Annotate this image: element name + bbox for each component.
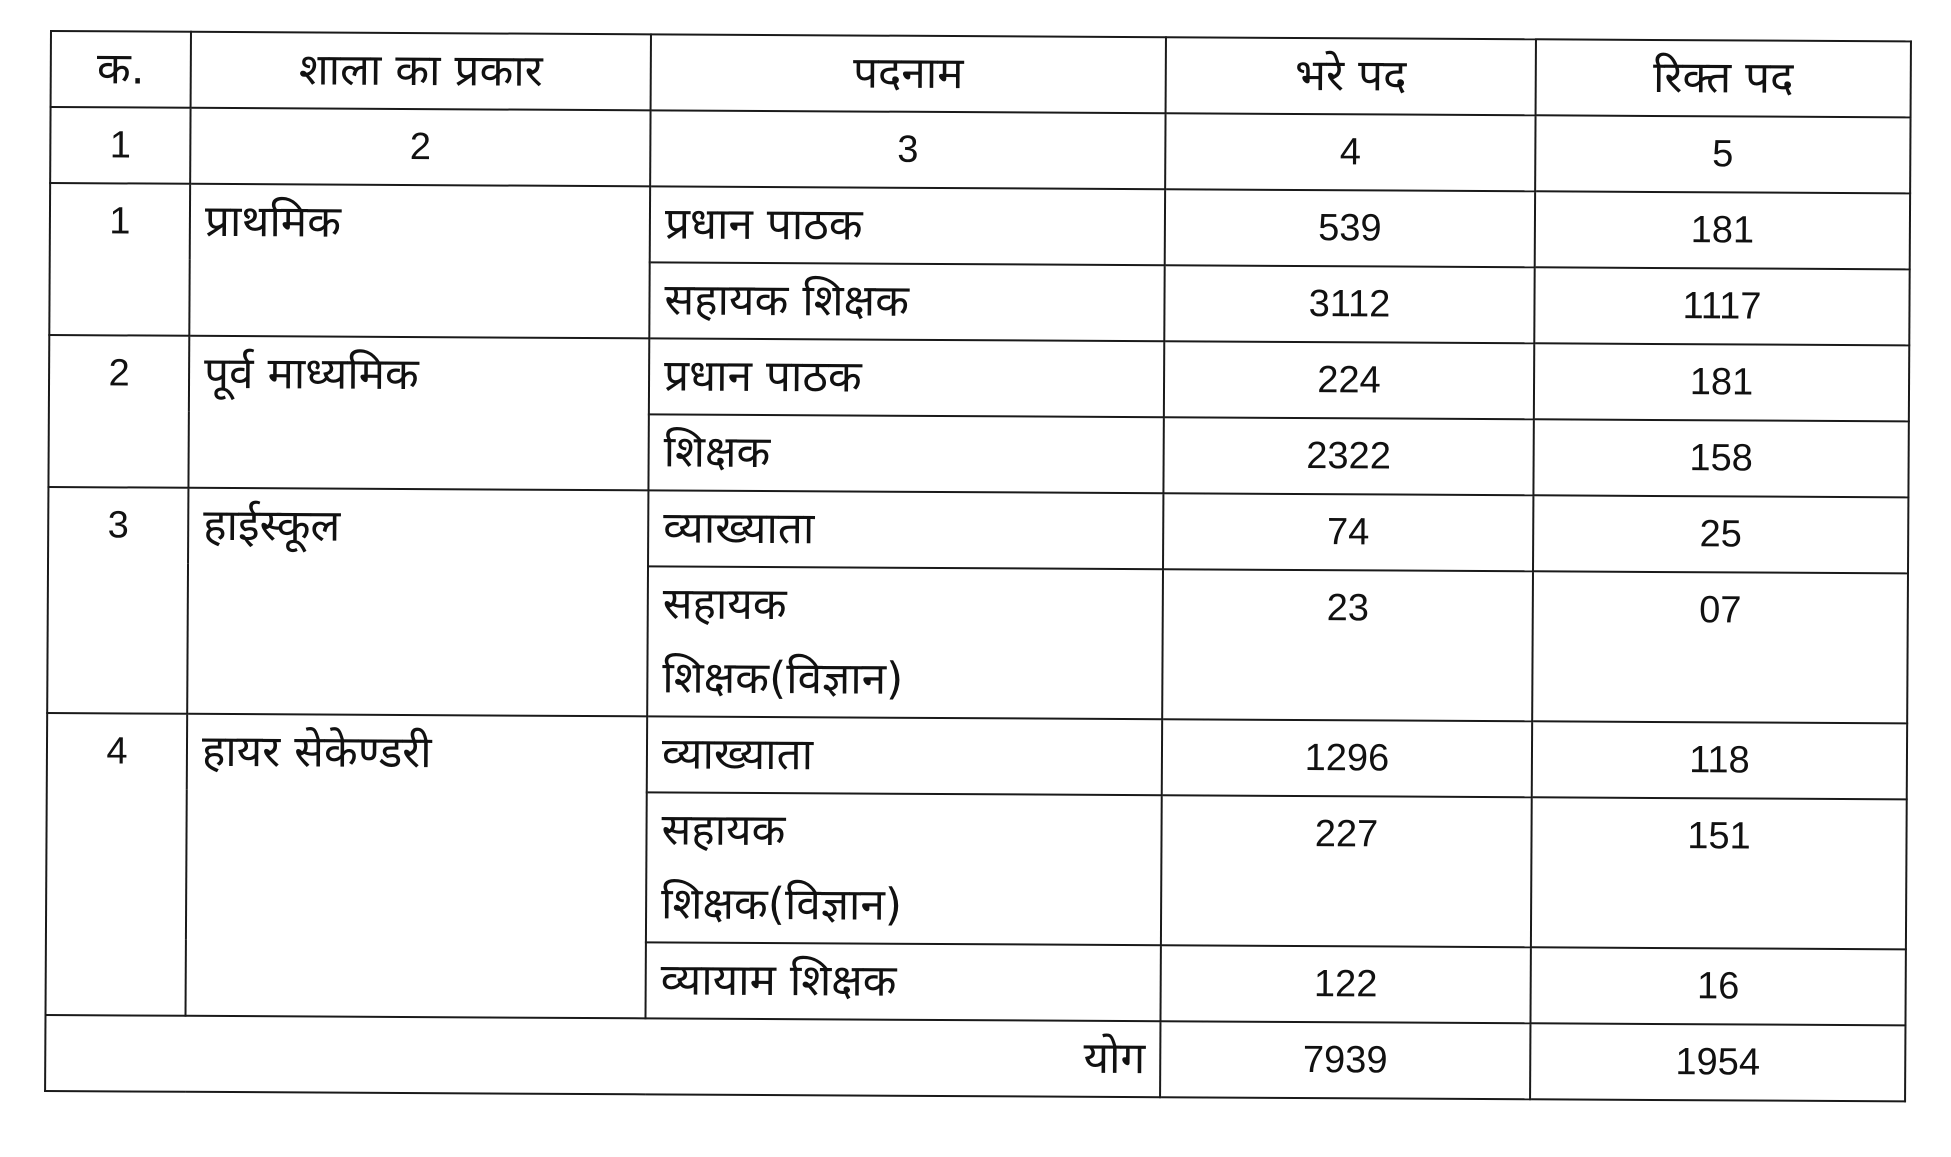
filled-posts: 1296 — [1162, 719, 1532, 797]
filled-posts: 227 — [1161, 795, 1532, 947]
total-vacant-posts: 1954 — [1530, 1023, 1905, 1101]
total-filled-posts: 7939 — [1160, 1021, 1530, 1099]
vacant-posts: 1117 — [1534, 267, 1909, 345]
vacant-posts: 181 — [1534, 343, 1909, 421]
vacant-posts: 07 — [1532, 571, 1908, 723]
filled-posts: 224 — [1164, 341, 1534, 419]
filled-posts: 539 — [1165, 189, 1535, 267]
column-number: 3 — [650, 110, 1165, 189]
table-row — [48, 487, 1908, 573]
serial-number: 2 — [48, 335, 189, 488]
school-type: प्राथमिक — [189, 184, 650, 339]
posts-table — [44, 30, 1912, 1102]
designation-line-1: सहायक — [662, 578, 787, 631]
header-school-type: शाला का प्रकार — [191, 32, 651, 111]
school-type: पूर्व माध्यमिक — [188, 336, 649, 491]
designation: व्याख्याता — [647, 716, 1162, 795]
designation — [646, 792, 1162, 945]
school-type: हाईस्कूल — [187, 488, 648, 717]
designation: सहायक शिक्षक — [649, 262, 1164, 341]
table-row — [47, 713, 1907, 799]
column-number: 1 — [50, 107, 190, 184]
filled-posts: 74 — [1163, 493, 1533, 571]
column-number: 2 — [190, 108, 650, 187]
designation: व्याख्याता — [648, 490, 1163, 569]
designation-line-2: शिक्षक(विज्ञान) — [660, 878, 903, 931]
designation: प्रधान पाठक — [649, 338, 1164, 417]
column-number-row — [50, 107, 1910, 193]
table-row — [49, 335, 1909, 421]
filled-posts: 23 — [1162, 569, 1533, 721]
header-row — [51, 31, 1911, 117]
vacant-posts: 151 — [1531, 797, 1907, 949]
header-sno: क. — [51, 31, 191, 108]
designation-line-2: शिक्षक(विज्ञान) — [662, 652, 904, 705]
total-row — [45, 1015, 1905, 1101]
vacant-posts: 181 — [1535, 191, 1910, 269]
school-type: हायर सेकेण्डरी — [185, 714, 647, 1019]
filled-posts: 3112 — [1164, 265, 1534, 343]
vacant-posts: 118 — [1532, 721, 1907, 799]
designation: व्यायाम शिक्षक — [645, 942, 1160, 1021]
serial-number: 1 — [49, 183, 190, 336]
column-number: 5 — [1535, 115, 1910, 193]
column-number: 4 — [1165, 113, 1535, 191]
serial-number: 4 — [45, 713, 187, 1016]
designation — [647, 566, 1163, 719]
total-label: योग — [45, 1015, 1160, 1097]
header-vacant-posts: रिक्त पद — [1536, 39, 1911, 117]
vacant-posts: 16 — [1530, 947, 1905, 1025]
vacant-posts: 158 — [1533, 419, 1908, 497]
serial-number: 3 — [47, 487, 188, 714]
designation-line-1: सहायक — [661, 804, 786, 857]
header-filled-posts: भरे पद — [1166, 37, 1536, 115]
filled-posts: 122 — [1160, 945, 1530, 1023]
filled-posts: 2322 — [1163, 417, 1533, 495]
vacant-posts: 25 — [1533, 495, 1908, 573]
designation: शिक्षक — [648, 414, 1163, 493]
designation: प्रधान पाठक — [650, 186, 1165, 265]
header-designation: पदनाम — [651, 34, 1166, 113]
table-row — [50, 183, 1910, 269]
